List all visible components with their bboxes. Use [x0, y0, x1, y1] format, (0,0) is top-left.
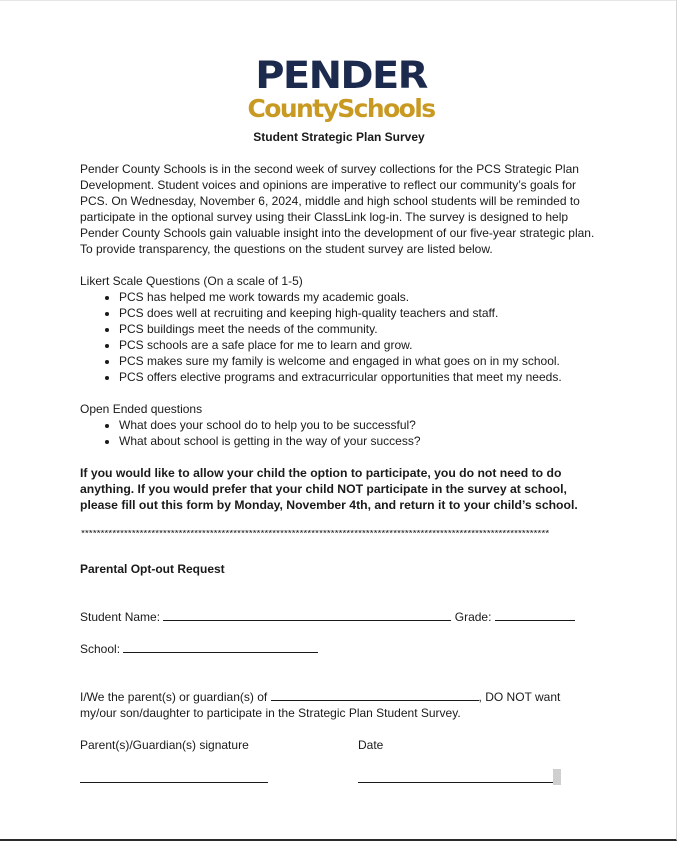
- guardian-prefix: I/We the parent(s) or guardian(s) of: [80, 690, 268, 704]
- list-item: • PCS buildings meet the needs of the community.: [119, 321, 600, 337]
- open-ended-list: [80, 417, 600, 449]
- date-field[interactable]: [358, 782, 554, 783]
- child-name-field[interactable]: [271, 690, 479, 701]
- opt-out-heading: Parental Opt-out Request: [80, 562, 225, 576]
- grade-field[interactable]: [495, 610, 575, 621]
- list-item: • PCS makes sure my family is welcome and engaged in what goes on in my school.: [119, 353, 600, 369]
- list-item: • What about school is getting in the way of your success?: [119, 433, 600, 449]
- separator-line: ************************************************************************************************************************: [80, 530, 549, 541]
- list-item: • PCS does well at recruiting and keeping high-quality teachers and staff.: [119, 305, 600, 321]
- list-item: • PCS offers elective programs and extracurricular opportunities that meet my needs.: [119, 369, 600, 385]
- student-name-row: [80, 609, 575, 625]
- open-ended-heading: Open Ended questions: [80, 402, 203, 416]
- document-title: Student Strategic Plan Survey: [253, 130, 425, 144]
- student-name-label: Student Name:: [80, 610, 161, 624]
- student-name-field[interactable]: [163, 610, 451, 621]
- school-row: [80, 641, 318, 657]
- pender-county-schools-logo: [241, 54, 441, 127]
- school-field[interactable]: [123, 642, 318, 653]
- signature-field[interactable]: [80, 782, 268, 783]
- participation-notice: If you would like to allow your child the option to participate, you do not need to do anything. If you would prefer that your child NOT participate in the survey at school, please fill out this form by Monday, November 4th, and return it to your child’s school.: [80, 466, 578, 512]
- likert-heading: Likert Scale Questions (On a scale of 1-5): [80, 274, 303, 288]
- likert-list: [80, 289, 600, 385]
- list-item: • What does your school do to help you to be successful?: [119, 417, 600, 433]
- logo-bottom-text: CountySchools: [247, 94, 435, 123]
- intro-paragraph: Pender County Schools is in the second week of survey collections for the PCS Strategic Plan Development. Student voices and opinions are imperative to reflect our community’s goals for PCS. On Wednesday, November 6, 2024, middle and high school students will be reminded to participate in the optional survey using their ClassLink log-in. The survey is designed to help Pender County Schools gain valuable insight into the development of our five-year strategic plan. To provide transparency, the questions on the student survey are listed below.: [80, 162, 595, 256]
- signature-label: Parent(s)/Guardian(s) signature: [80, 738, 249, 752]
- document-body: [80, 161, 600, 513]
- list-item: • PCS schools are a safe place for me to learn and grow.: [119, 337, 600, 353]
- logo-top-text: PENDER: [255, 54, 427, 97]
- guardian-line-2: my/our son/daughter to participate in the Strategic Plan Student Survey.: [80, 706, 461, 720]
- guardian-suffix: , DO NOT want: [478, 690, 561, 704]
- text-cursor: [553, 769, 561, 785]
- date-label: Date: [358, 738, 384, 752]
- school-label: School:: [80, 642, 121, 656]
- grade-label: Grade:: [454, 610, 492, 624]
- guardian-row: [80, 689, 560, 705]
- list-item: • PCS has helped me work towards my academic goals.: [119, 289, 600, 305]
